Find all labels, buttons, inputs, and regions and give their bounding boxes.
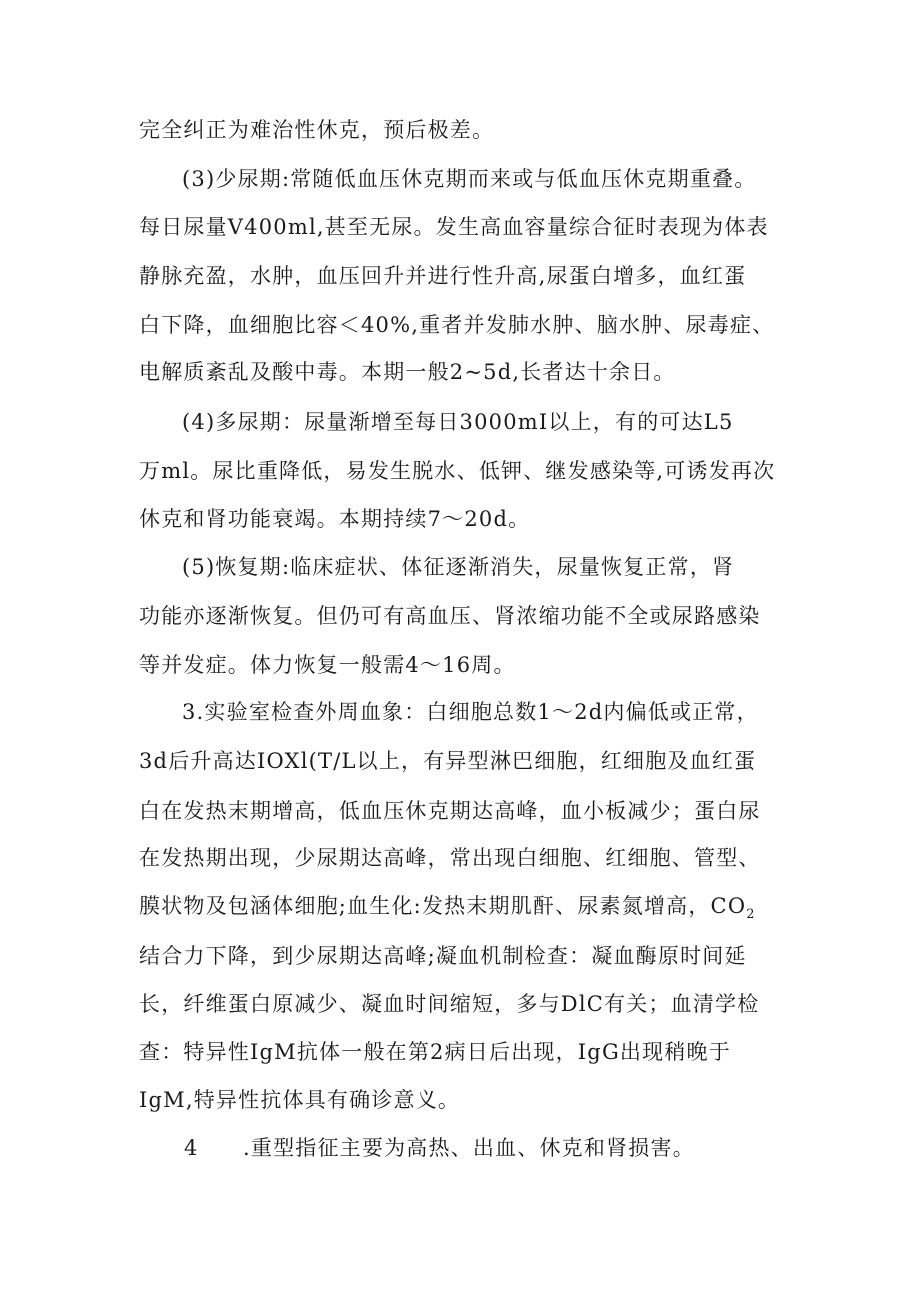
text-line: 3d后升高达IOXl(T/L以上，有异型淋巴细胞，红细胞及血红蛋 xyxy=(139,749,757,773)
text-line: 每日尿量V400ml,甚至无尿。发生高血容量综合征时表现为体表 xyxy=(139,215,769,239)
text-line: 万ml。尿比重降低，易发生脱水、低钾、继发感染等,可诱发再次 xyxy=(139,459,776,483)
text-line: 白在发热末期增高，低血压休克期达高峰，血小板减少；蛋白尿 xyxy=(139,799,761,823)
text-line: (3)少尿期:常随低血压休克期而来或与低血压休克期重叠。 xyxy=(182,167,757,191)
text-line: 功能亦逐渐恢复。但仍可有高血压、肾浓缩功能不全或尿路感染 xyxy=(139,604,761,628)
text-span: 膜状物及包涵体细胞;血生化:发热末期肌酐、尿素氮增高，CO xyxy=(139,894,747,918)
text-line: 静脉充盈，水肿，血压回升并进行性升高,尿蛋白增多，血红蛋 xyxy=(139,264,747,288)
text-line: 长，纤维蛋白原减少、凝血时间缩短，多与DlC有关；血清学检 xyxy=(139,992,760,1016)
text-line: (4)多尿期：尿量渐增至每日3000mI以上，有的可达L5 xyxy=(182,410,734,434)
section-number: 4 xyxy=(184,1136,199,1160)
text-line: IgM,特异性抗体具有确诊意义。 xyxy=(139,1088,461,1112)
subscript: 2 xyxy=(746,907,756,922)
text-line: 3.实验室检查外周血象：白细胞总数1～2d内偏低或正常， xyxy=(182,700,759,724)
text-line: .重型指征主要为高热、出血、休克和肾损害。 xyxy=(243,1136,695,1160)
text-line-with-subscript xyxy=(139,891,756,921)
text-line: 结合力下降，到少尿期达高峰;凝血机制检查：凝血酶原时间延 xyxy=(139,944,747,968)
text-line: 休克和肾功能衰竭。本期持续7～20d。 xyxy=(139,507,531,531)
text-line: 电解质紊乱及酸中毒。本期一般2~5d,长者达十余日。 xyxy=(139,360,676,384)
text-line: (5)恢复期:临床症状、体征逐渐消失，尿量恢复正常，肾 xyxy=(182,555,735,579)
text-line: 完全纠正为难治性休克，预后极差。 xyxy=(139,118,495,142)
text-line: 查：特异性IgM抗体一般在第2病日后出现，IgG出现稍晚于 xyxy=(139,1040,731,1064)
text-line: 等并发症。体力恢复一般需4～16周。 xyxy=(139,653,516,677)
text-line: 白下降，血细胞比容＜40%,重者并发肺水肿、脑水肿、尿毒症、 xyxy=(139,313,775,337)
text-line: 在发热期出现，少尿期达高峰，常出现白细胞、红细胞、管型、 xyxy=(139,846,761,870)
